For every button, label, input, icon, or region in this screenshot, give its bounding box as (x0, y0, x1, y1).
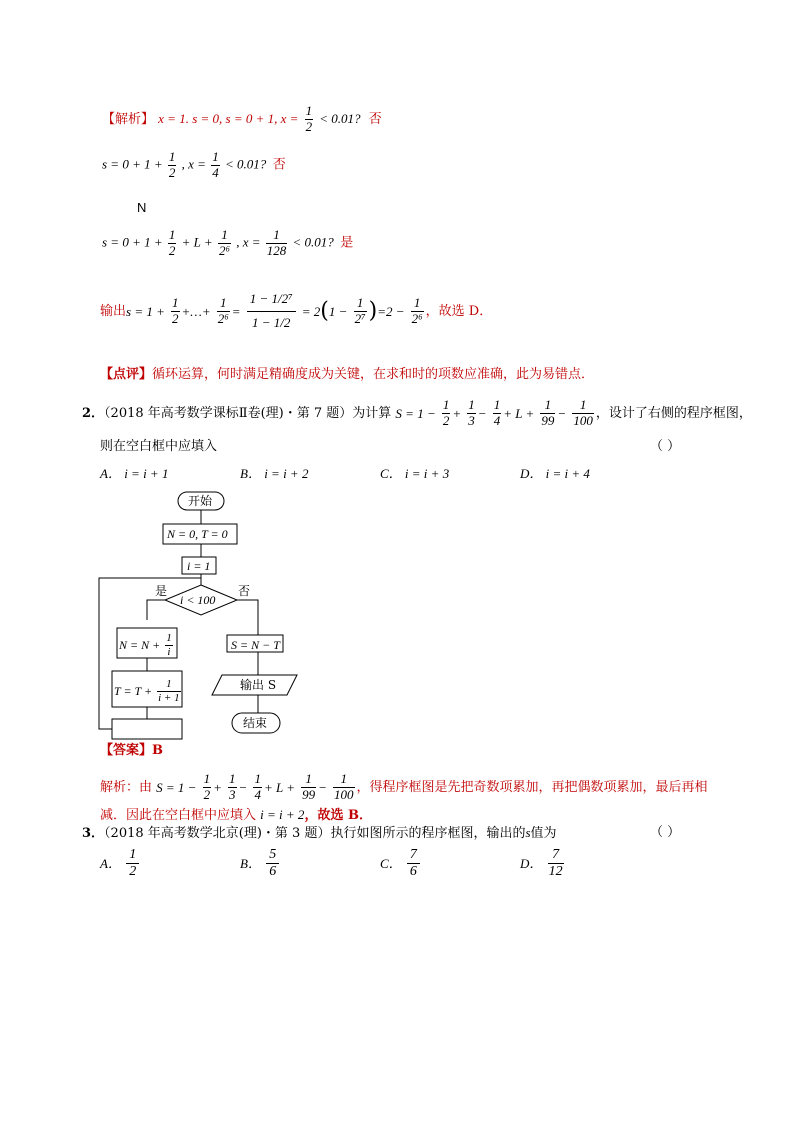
q3-line-1 (82, 826, 557, 840)
numerator: 5 (266, 847, 279, 864)
paren-open: ( (320, 298, 329, 324)
ex-prefix: 解析：由 (100, 779, 153, 795)
q3-option-c (380, 847, 422, 880)
comment-line (100, 368, 594, 381)
q3-paren: （ ） (650, 825, 681, 840)
analysis-l2-mid: , x = (181, 156, 206, 172)
flow-output-label: 输出 S (240, 678, 277, 692)
answer-line (100, 744, 163, 757)
q2-option-d: D． i = i + 4 (520, 466, 590, 481)
q3-number: 3． (82, 826, 105, 841)
q3-option-a (100, 847, 141, 880)
flow-init-label: N = 0, T = 0 (167, 527, 228, 541)
minus-sign: − (318, 779, 327, 795)
numerator: 1 (218, 228, 231, 244)
minus-sign: − (477, 405, 487, 421)
fraction (165, 632, 173, 658)
fraction (228, 772, 237, 803)
denominator: 128 (266, 242, 287, 258)
q3-option-d (520, 847, 566, 880)
denominator: 3 (468, 412, 475, 428)
t-update-text: T = T + (114, 684, 153, 699)
analysis-l3-mid: + L + (181, 234, 213, 250)
ex-end: ，故选 B． (304, 808, 372, 823)
fraction (572, 398, 594, 429)
analysis-l3-expr: s = 0 + 1 + (102, 234, 163, 250)
analysis-l3-cond: < 0.01? (292, 234, 334, 250)
analysis-l1-cond: < 0.01? (319, 110, 361, 126)
q2-tail: ，设计了右侧的程序框图， (595, 405, 752, 421)
fraction (548, 847, 564, 880)
numerator: 1 (168, 227, 176, 242)
numerator: 1 (212, 149, 219, 164)
q3-source: （2018 年高考数学北京(理)・第 3 题）执行如图所示的程序框图，输出的 (104, 826, 526, 841)
numerator: 7 (407, 847, 420, 864)
denominator: 2 (172, 310, 179, 326)
flow-no-label: 否 (238, 584, 251, 598)
ex-expr: S = 1 − (156, 779, 197, 795)
option-label: B． (240, 856, 261, 872)
denominator: 12 (548, 864, 563, 880)
numerator: 1 (301, 772, 316, 788)
flow-yes-label: 是 (155, 584, 168, 598)
denominator: 4 (212, 164, 219, 180)
flow-s-label: S = N − T (231, 638, 280, 652)
fraction (211, 150, 220, 181)
comment-text: 循环运算，何时满足精确度成为关键，在求和时的项数应准确，此为易错点． (152, 367, 595, 382)
fraction (253, 772, 262, 803)
option-label: A． (100, 856, 121, 872)
numerator: 1 (333, 772, 355, 788)
denominator: 2 (168, 242, 176, 258)
numerator: 1 (354, 296, 367, 312)
fraction (407, 847, 420, 880)
analysis-output-line (100, 288, 492, 335)
numerator: 1 (411, 296, 424, 312)
numerator: 1 (266, 228, 288, 244)
denominator: 4 (254, 786, 261, 802)
analysis-line-1 (102, 104, 382, 135)
q3-source-2: 值为 (530, 826, 557, 841)
flow-start-label: 开始 (188, 494, 213, 508)
numerator: 1 (254, 771, 261, 786)
fraction (354, 296, 367, 327)
denominator: i + 1 (158, 691, 180, 704)
q2-expr: S = 1 − (395, 405, 436, 421)
ex-mid: + L + (263, 779, 295, 795)
ellipsis-mark: N (137, 200, 147, 215)
q2-number: 2． (82, 405, 105, 421)
fraction (218, 228, 231, 259)
fraction (301, 772, 316, 803)
q2-option-c: C． i = i + 3 (380, 466, 450, 481)
denominator: 2⁶ (218, 242, 230, 258)
n-update-text: N = N + (119, 638, 161, 653)
equals: = (231, 303, 241, 319)
q2-option-b: B． i = i + 2 (240, 466, 309, 481)
numerator: 1 (166, 632, 172, 644)
fraction (217, 296, 230, 327)
denominator: 99 (541, 412, 555, 428)
denominator: 2 (442, 412, 450, 428)
numerator: 1 (493, 397, 501, 412)
output-prefix: 输出 (100, 303, 127, 319)
q2-source: （2018 年高考数学课标Ⅱ卷(理)・第 7 题）为计算 (104, 405, 392, 421)
denominator: 2⁷ (354, 310, 366, 326)
ex-fill: i = i + 2 (260, 807, 305, 822)
numerator: 1 (540, 398, 555, 414)
paren-close: ) (368, 298, 378, 324)
denominator: 99 (302, 786, 316, 802)
comment-label: 【点评】 (100, 367, 153, 382)
option-label: C． (380, 856, 402, 872)
q2-paren: （ ） (650, 439, 681, 454)
answer-explanation-1 (100, 772, 708, 803)
paren-expr: 1 − (328, 303, 348, 319)
analysis-l2-cond: < 0.01? (224, 156, 267, 172)
fraction (411, 296, 424, 327)
denominator: i (167, 645, 171, 658)
output-result: =2 − (377, 303, 405, 319)
analysis-l3-x: , x = (236, 234, 261, 250)
answer-explanation-2 (100, 808, 372, 822)
q2-line-2: 则在空白框中应填入 (100, 439, 218, 454)
flow-n-update (119, 632, 175, 658)
fraction (157, 678, 180, 704)
numerator: 1 (305, 103, 313, 118)
plus-sign: + (452, 405, 462, 421)
denominator: 2 (203, 786, 211, 802)
fraction (305, 104, 314, 135)
analysis-l2-expr: s = 0 + 1 + (102, 156, 163, 172)
flow-i-label: i = 1 (187, 559, 211, 573)
q2-option-a: A． i = i + 1 (100, 466, 169, 481)
fraction (203, 772, 212, 803)
numerator: 1 (203, 771, 211, 786)
ex-tail: ，得程序框图是先把奇数项累加，再把偶数项累加，最后再相 (356, 779, 708, 795)
flowchart (90, 485, 320, 745)
blank-box (112, 719, 182, 739)
output-dots: +…+ (181, 303, 211, 319)
fraction (540, 398, 555, 429)
numerator: 1 (126, 847, 139, 864)
option-label: D． (520, 856, 543, 872)
denominator: 2 (305, 118, 313, 134)
answer-label: 【答案】 (100, 743, 153, 758)
fraction (126, 847, 139, 880)
numerator: 1 (229, 771, 236, 786)
ex-line2: 减．因此在空白框中应填入 (100, 808, 257, 823)
flow-t-update (114, 678, 183, 704)
answer-no: 否 (272, 156, 286, 172)
denominator: 4 (493, 412, 501, 428)
denominator: 2 (129, 864, 137, 880)
denominator: 2 (168, 164, 176, 180)
q2-line-1 (82, 398, 752, 429)
denominator: 100 (334, 786, 354, 802)
fraction (171, 296, 180, 327)
denominator: 6 (269, 864, 277, 880)
fraction (266, 228, 288, 259)
flow-end-label: 结束 (243, 716, 268, 730)
plus-sign: + (213, 779, 222, 795)
compound-fraction (247, 288, 296, 335)
denominator: 2⁶ (217, 310, 229, 326)
numerator: 1 (468, 397, 475, 412)
denominator: 100 (573, 412, 593, 428)
numerator: 1 (157, 678, 180, 692)
numerator: 1 (442, 397, 450, 412)
output-end: ，故选 D． (425, 303, 493, 319)
denominator: 1 − 1/2 (251, 314, 291, 330)
numerator: 1 (217, 296, 230, 312)
denominator: 2⁶ (411, 310, 423, 326)
analysis-label: 【解析】 (102, 111, 155, 127)
numerator: 7 (548, 847, 564, 864)
numerator: 1 (172, 295, 179, 310)
output-expr: s = 1 + (126, 303, 165, 319)
answer-yes: 是 (340, 234, 354, 250)
denominator: 6 (409, 864, 417, 880)
answer-value: B (152, 743, 164, 758)
q2-mid: + L + (503, 405, 535, 421)
numerator: 1 (572, 398, 594, 414)
analysis-line-2 (102, 150, 286, 181)
fraction (442, 398, 451, 429)
answer-no: 否 (368, 111, 382, 127)
output-coef: = 2 (301, 303, 321, 319)
fraction (168, 150, 177, 181)
q3-var: s (525, 825, 531, 840)
fraction (168, 228, 177, 259)
fraction (493, 398, 502, 429)
analysis-l1-expr: x = 1. s = 0, s = 0 + 1, x = (158, 110, 299, 126)
fraction (266, 847, 279, 880)
q3-option-b (240, 847, 281, 880)
minus-sign: − (238, 779, 248, 795)
numerator: 1 (168, 149, 176, 164)
analysis-line-3 (102, 228, 353, 259)
denominator: 3 (229, 786, 236, 802)
flow-cond-label: i < 100 (180, 593, 216, 607)
numerator: 1 − 1/2⁷ (247, 288, 296, 312)
fraction (333, 772, 355, 803)
fraction (467, 398, 476, 429)
minus-sign: − (557, 405, 567, 421)
